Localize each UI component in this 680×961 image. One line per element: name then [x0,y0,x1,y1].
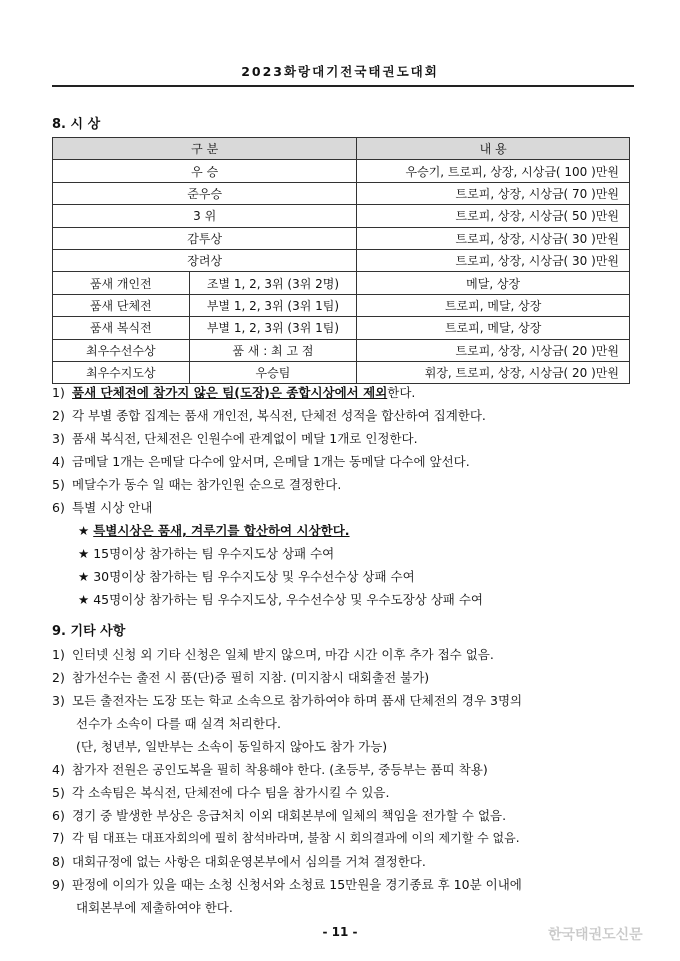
row-subcategory: 조별 1, 2, 3위 (3위 2명) [189,272,357,294]
row-content: 트로피, 메달, 상장 [357,294,630,316]
row-subcategory: 우승팀 [189,361,357,383]
list-item [52,806,506,824]
note-number: 5) [52,477,65,492]
table-row [53,160,630,182]
item-number: 4) [52,762,65,777]
note-text: 각 부별 종합 집계는 품새 개인전, 복식전, 단체전 성적을 합산하여 집계한다. [72,408,486,423]
list-item [52,760,488,778]
section-9-title: 9. 기타 사항 [52,624,126,639]
row-content: 트로피, 상장, 시상금( 20 )만원 [357,339,630,361]
award-note [52,475,341,493]
note-number: 6) [52,500,65,515]
page-number: - 11 - [322,925,358,939]
star-icon: ★ [78,592,90,607]
item-number: 9) [52,877,65,892]
list-item-continuation: 선수가 소속이 다를 때 실격 처리한다. [76,716,281,731]
table-row [53,339,630,361]
table-row [53,205,630,227]
table-row [53,317,630,339]
watermark: 한국태권도신문 [548,927,643,943]
list-item [52,829,520,846]
note-text: 한다. [387,385,416,400]
table-header-content: 내 용 [357,138,630,160]
header-rule [52,85,634,87]
table-header-category: 구 분 [53,138,357,160]
row-category: 우 승 [53,160,357,182]
item-text: 각 소속팀은 복식전, 단체전에 다수 팀을 참가시킬 수 있음. [72,785,390,800]
special-award-item [78,567,415,585]
award-note [52,383,415,401]
star-icon: ★ [78,523,90,538]
list-item-continuation: (단, 청년부, 일반부는 소속이 동일하지 않아도 참가 가능) [76,739,388,754]
list-item [52,852,426,870]
award-note [52,452,470,470]
row-content: 트로피, 메달, 상장 [357,317,630,339]
item-number: 6) [52,808,65,823]
table-row [53,249,630,271]
note-number: 4) [52,454,65,469]
table-row [53,227,630,249]
item-number: 2) [52,670,65,685]
table-row [53,272,630,294]
note-text: 금메달 1개는 은메달 다수에 앞서며, 은메달 1개는 동메달 다수에 앞선다. [72,454,470,469]
special-award-text: 특별시상은 품새, 겨루기를 합산하여 시상한다. [93,523,350,538]
list-item [52,875,522,893]
special-award-item [78,521,350,539]
item-text: 대회규정에 없는 사항은 대회운영본부에서 심의를 거쳐 결정한다. [72,854,426,869]
list-item-continuation: 대회본부에 제출하여야 한다. [76,900,233,915]
row-category: 품새 개인전 [53,272,190,294]
item-number: 1) [52,647,65,662]
prize-table [52,137,630,384]
table-row [53,361,630,383]
row-subcategory: 부별 1, 2, 3위 (3위 1팀) [189,317,357,339]
row-category: 품새 복식전 [53,317,190,339]
item-number: 8) [52,854,65,869]
row-subcategory: 부별 1, 2, 3위 (3위 1팀) [189,294,357,316]
award-note [52,406,486,424]
list-item [52,783,389,801]
row-content: 메달, 상장 [357,272,630,294]
table-header-row [53,138,630,160]
award-note [52,429,418,447]
row-category: 장려상 [53,249,357,271]
list-item [52,645,494,663]
row-subcategory: 품 새 : 최 고 점 [189,339,357,361]
row-category: 3 위 [53,205,357,227]
row-category: 품새 단체전 [53,294,190,316]
item-number: 5) [52,785,65,800]
table-row [53,182,630,204]
row-content: 휘장, 트로피, 상장, 시상금( 20 )만원 [357,361,630,383]
note-text: 메달수가 동수 일 때는 참가인원 순으로 결정한다. [72,477,342,492]
note-number: 1) [52,385,65,400]
item-text: 모든 출전자는 도장 또는 학교 소속으로 참가하여야 하며 품새 단체전의 경우 3명의 [72,693,523,708]
star-icon: ★ [78,546,90,561]
table-row [53,294,630,316]
row-content: 우승기, 트로피, 상장, 시상금( 100 )만원 [357,160,630,182]
item-text: 각 팀 대표는 대표자회의에 필히 참석바라며, 불참 시 회의결과에 이의 제기할 수 없음. [72,831,520,845]
row-category: 준우승 [53,182,357,204]
special-award-text: 45명이상 참가하는 팀 우수지도상, 우수선수상 및 우수도장상 상패 수여 [93,592,483,607]
item-text: 인터넷 신청 외 기타 신청은 일체 받지 않으며, 마감 시간 이후 추가 접수 없음. [72,647,494,662]
row-content: 트로피, 상장, 시상금( 30 )만원 [357,249,630,271]
special-award-item [78,590,483,608]
item-text: 경기 중 발생한 부상은 응급처치 이외 대회본부에 일체의 책임을 전가할 수 없음. [72,808,507,823]
item-text: 참가자 전원은 공인도복을 필히 착용해야 한다. (초등부, 중등부는 품띠 착용) [72,762,488,777]
row-content: 트로피, 상장, 시상금( 70 )만원 [357,182,630,204]
note-number: 3) [52,431,65,446]
row-category: 최우수지도상 [53,361,190,383]
note-underlined-text: 품새 단체전에 참가지 않은 팀(도장)은 종합시상에서 제외 [72,385,388,400]
item-text: 판정에 이의가 있을 때는 소청 신청서와 소청료 15만원을 경기종료 후 10분 이내에 [72,877,522,892]
award-note [52,498,152,516]
item-text: 참가선수는 출전 시 품(단)증 필히 지참. (미지참시 대회출전 불가) [72,670,430,685]
row-category: 최우수선수상 [53,339,190,361]
item-number: 3) [52,693,65,708]
row-content: 트로피, 상장, 시상금( 50 )만원 [357,205,630,227]
row-category: 감투상 [53,227,357,249]
list-item [52,691,522,709]
special-award-item [78,544,334,562]
item-number: 7) [52,831,65,845]
row-content: 트로피, 상장, 시상금( 30 )만원 [357,227,630,249]
section-8-title: 8. 시 상 [52,117,101,132]
special-award-text: 15명이상 참가하는 팀 우수지도상 상패 수여 [93,546,335,561]
note-text: 품새 복식전, 단체전은 인원수에 관계없이 메달 1개로 인정한다. [72,431,418,446]
note-number: 2) [52,408,65,423]
document-header-title: 2023화랑대기전국태권도대회 [241,64,439,79]
star-icon: ★ [78,569,90,584]
special-award-text: 30명이상 참가하는 팀 우수지도상 및 우수선수상 상패 수여 [93,569,415,584]
list-item [52,668,429,686]
note-text: 특별 시상 안내 [72,500,153,515]
